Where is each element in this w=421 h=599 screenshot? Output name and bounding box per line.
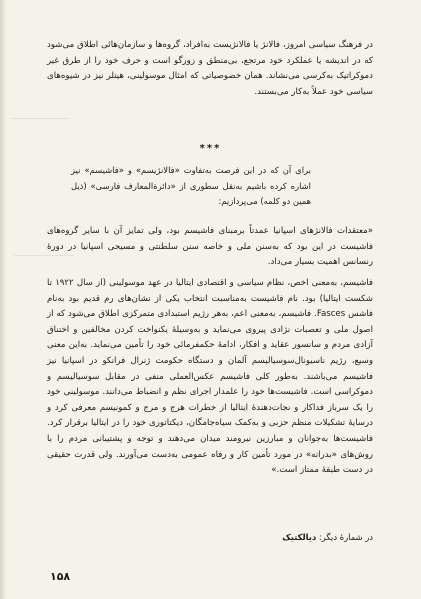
next-issue-prefix: در شمارهٔ دیگر: [318, 532, 373, 542]
page-edge-shadow [0, 0, 6, 599]
faint-mark [10, 118, 70, 119]
paragraph-falangism-definition: در فرهنگ سیاسی امروز، فالانژ یا فالانژیست به‌افراد، گروه‌ها و سازمان‌هائی اطلاق می‌شود که در اندیشه یا عملکرد خود مرتجع، بی‌منطق و زورگو است و حرف خود را از طرق غیر دموکراتیک به‌کرسی می‌نشاند. همان خصوصیاتی که امثال موسولینی، هیتلر نیز در شیوه‌های سیاسی خود عملاً به‌کار می‌بستند. [47, 40, 373, 97]
paragraph-spanish-falangists: «معتقدات فالانژهای اسپانیا عمدتاً برمبنای فاشیسم بود، ولی تمایز آن با سایر گروه‌های فاشیست در این بود که به‌سنن ملی و خاصه سنن سلطنتی و مسیحی اسپانیا در دورهٔ رنسانس اهمیت بسیار می‌داد. [47, 226, 373, 268]
next-issue-note [47, 532, 373, 542]
page-number: ۱۵۸ [50, 570, 71, 583]
intro-quote: برای آن که در این فرصت به‌تفاوت «فالانژیسم» و «فاشیسم» نیز اشاره کرده باشیم به‌نقل سطوری از «دائرةالمعارف فارسی» (ذیل همین دو کلمه) می‌پردازیم: [71, 165, 311, 207]
paragraph-fascism-definition: فاشیسم، به‌معنی اخص، نظام سیاسی و اقتصادی ایتالیا در عهد موسولینی (از سال ۱۹۲۲ تا شکست ایتالیا) بود. نام فاشیست به‌مناسبت انتخاب یکی از نشان‌های رم قدیم بود به‌نام فاشس Fasces. فاشیسم، به‌معنی اعم، به‌هر رژیم استبدادی متمرکزی اطلاق می‌شود که از اصول ملی و تعصبات نژادی پیروی می‌نماید و به‌وسیلهٔ یکنواخت کردن مخالفین و اختناق آزادی مردم و سانسور عقاید و افکار، ادامهٔ حکمفرمائی خود را تأمین می‌نماید. به‌این معنی وسیع، رژیم ناسیونال‌سوسیالیسم آلمان و دستگاه حکومت ژنرال فرانکو در اسپانیا نیز فاشیسم می‌باشند. به‌طور کلی فاشیسم عکس‌العملی منفی در مقابل سوسیالیسم و دموکراسی است. فاشیست‌ها خود را علمدار اجرای نظم و انضباط می‌دانند. موسولینی خود را یک سرباز فداکار و نجات‌دهندهٔ ایتالیا از خطرات هرج و مرج و کمونیسم معرفی کرد و درسایهٔ تشکیلات منظم حزبی و به‌کمک سیاه‌جامگان، دیکتاتوری خود را در ایتالیا برقرار کرد. فاشیست‌ها به‌جوانان و مبارزین نیرومند میدان می‌دهند و توجه و پشتیبانی مردم را با روش‌های «بدرانه» در مورد تأمین کار و رفاه عمومی به‌دست می‌آورند. ولی قدرت حقیقی در دست طبقهٔ ممتاز است.» [47, 278, 373, 476]
next-issue-title: دیالکتیک [282, 532, 317, 542]
section-separator: *** [199, 143, 222, 154]
